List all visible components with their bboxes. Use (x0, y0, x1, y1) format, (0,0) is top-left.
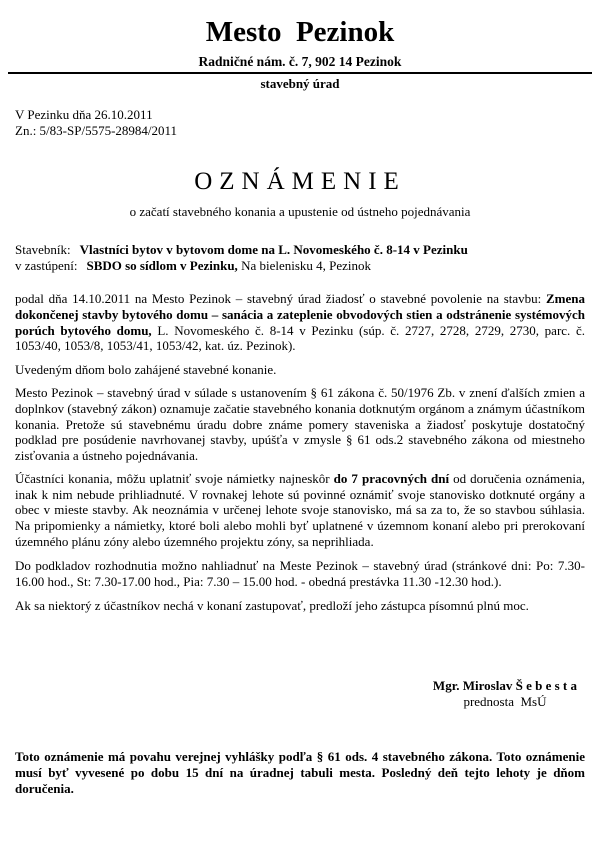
paragraph-office-hours: Do podkladov rozhodnutia možno nahliadnuť na Meste Pezinok – stavebný úrad (stránkové dni: Po: 7.30-16.00 hod., St: 7.30-17.00 hod., Pia: 7.30 – 15.00 hod. - obedná prestávka 11.30 -12.30 hod.). (15, 558, 585, 589)
representative-label: v zastúpení: (15, 258, 78, 274)
signature-role: prednosta MsÚ (463, 694, 547, 710)
header-divider (8, 72, 592, 74)
paragraph-objections-pre: Účastníci konania, môžu uplatniť svoje námietky najneskôr (15, 471, 334, 487)
document-meta (15, 107, 585, 138)
organization-department: stavebný úrad (260, 76, 340, 92)
paragraph-application (15, 291, 585, 353)
builder-label: Stavebník: (15, 242, 71, 258)
representative-line (15, 258, 585, 274)
public-notice-statement: Toto oznámenie má povahu verejnej vyhlášky podľa § 61 ods. 4 stavebného zákona. Toto oznámenie musí byť vyvesené po dobu 15 dní na úradnej tabuli mesta. Posledný deň tejto lehoty je dňom doručenia. (15, 749, 585, 796)
builder-line (15, 242, 585, 258)
paragraph-objections (15, 471, 585, 549)
signature-name: Mgr. Miroslav Š e b e s t a (432, 678, 577, 694)
builder-name: Vlastníci bytov v bytovom dome na L. Novomeského č. 8-14 v Pezinku (79, 242, 468, 258)
representative-name: SBDO so sídlom v Pezinku, (86, 258, 238, 274)
organization-address: Radničné nám. č. 7, 902 14 Pezinok (198, 54, 402, 70)
paragraph-proceeding-started: Uvedeným dňom bolo zahájené stavebné konanie. (15, 361, 277, 377)
place-date-line: V Pezinku dňa 26.10.2011 (15, 107, 153, 123)
notice-title: OZNÁMENIE (194, 168, 406, 196)
signature-block (433, 678, 577, 710)
organization-title: Mesto Pezinok (205, 16, 395, 48)
builder-block (15, 242, 585, 274)
paragraph-objections-deadline: do 7 pracovných dní (333, 471, 450, 487)
paragraph-legal-basis: Mesto Pezinok – stavebný úrad v súlade s ustanovením § 61 zákona č. 50/1976 Zb. v znení ďalších zmien a doplnkov (stavebný zákon) oznamuje začatie stavebného konania dotknutým orgánom a známym účastníkom konania. Pretože sú stavebnému úradu dobre známe pomery staveniska a žiadosť poskytuje dostatočný podklad pre posúdenie navrhovanej stavby, upúšťa v zmysle § 61 ods.2 stavebného zákona od miestneho zisťovania a ústneho pojednávania. (15, 385, 585, 463)
paragraph-application-construction-name: Zmena dokončenej stavby bytového domu – sanácia a zateplenie obvodových stien a odstránenie systémových porúch bytového domu, (15, 291, 585, 338)
paragraph-representation: Ak sa niektorý z účastníkov nechá v konaní zastupovať, predloží jeho zástupca písomnú plnú moc. (15, 598, 529, 614)
reference-number-line: Zn.: 5/83-SP/5575-28984/2011 (15, 122, 178, 138)
representative-address: Na bielenisku 4, Pezinok (237, 258, 372, 274)
paragraph-application-pre: podal dňa 14.10.2011 na Mesto Pezinok – stavebný úrad žiadosť o stavebné povolenie na stavbu: (15, 291, 546, 307)
notice-subtitle: o začatí stavebného konania a upustenie od ústneho pojednávania (129, 204, 471, 220)
paragraph-application-post: L. Novomeského č. 8-14 v Pezinku (súp. č. 2727, 2728, 2729, 2730, parc. č. 1053/40, 1053/8, 1053/41, 1053/42, kat. úz. Pezinok). (15, 322, 585, 354)
paragraph-objections-post: od doručenia oznámenia, inak k nim nebude prihliadnuté. V rovnakej lehote sú povinné oznámiť svoje stanovisko dotknuté orgány a obec v mieste stavby. Ak neoznámia v určenej lehote svoje stanovisko, má sa za to, že so stavbou súhlasia. Na pripomienky a námietky, ktoré boli alebo mohli byť uplatnené v územnom konaní alebo pri prerokovaní územného plánu zóny alebo územného projektu zóny, sa neprihliada. (15, 471, 585, 549)
